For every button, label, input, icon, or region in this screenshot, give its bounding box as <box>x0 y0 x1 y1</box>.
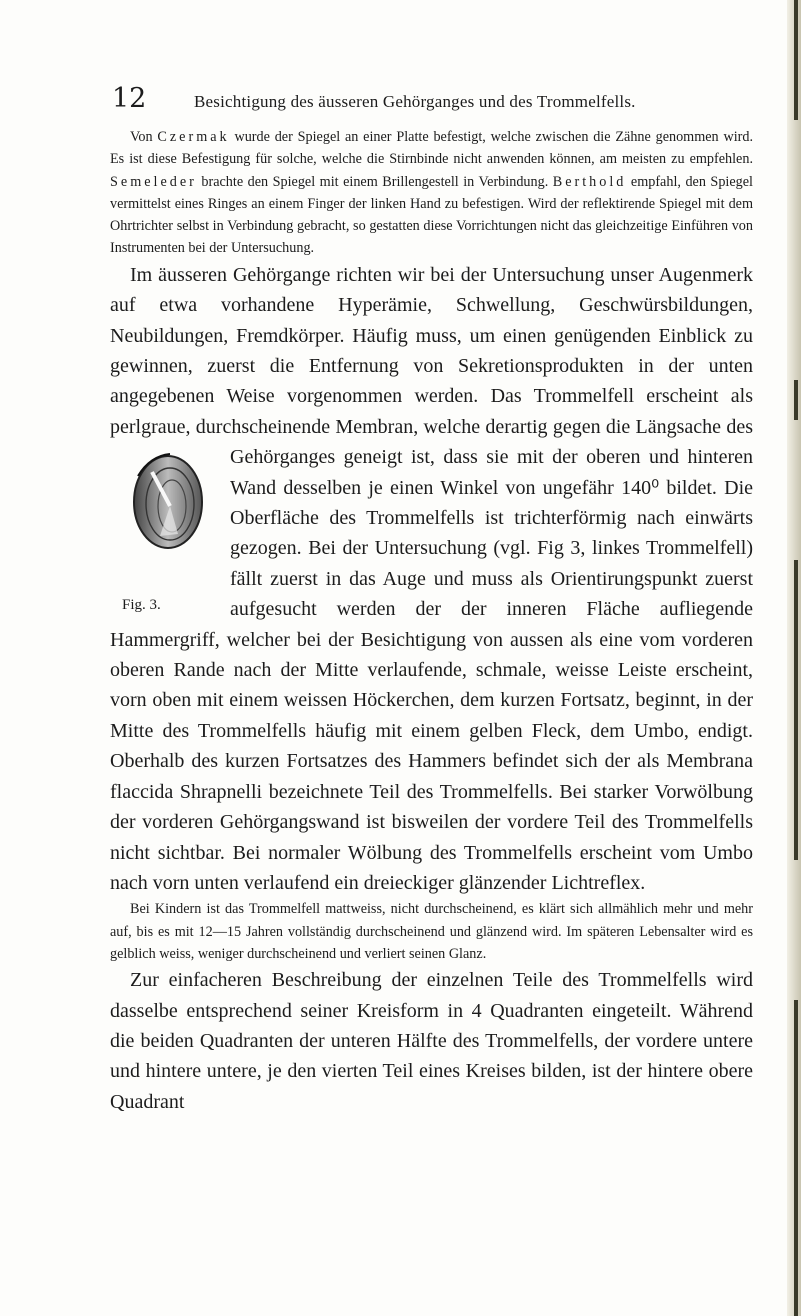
edge-shadow <box>794 1000 798 1316</box>
edge-shadow <box>794 560 798 860</box>
eardrum-illustration-icon <box>130 446 208 558</box>
paragraph-quadrants: Zur einfacheren Beschreibung der einzelnen Teile des Trommelfells wird dasselbe entsprechend seiner Kreisform in 4 Quadranten eingeteilt. Während die beiden Quadranten der unteren Hälfte des Trommelfells, der vordere untere und hintere untere, je den vierten Teil eines Kreises bilden, ist der hintere obere Quadrant <box>110 969 753 1113</box>
author-name-berthold: Berthold <box>552 173 627 190</box>
running-head <box>110 84 750 114</box>
edge-shadow <box>794 0 798 120</box>
note-children-eardrum: Bei Kindern ist das Trommelfell mattweiss, nicht durchscheinend, es klärt sich allmählich mehr und mehr auf, bis es mit 12—15 Jahren vollständig durchscheinend und glänzend wird. Im späteren Lebensalter wird es gelblich weiss, weniger durchscheinend und verliert seinen Glanz. <box>110 901 753 962</box>
text-run: empfahl, den Spiegel vermittelst eines Ringes an einem Finger der linken Hand zu befestigen. Wird der reflektirende Spiegel mit dem Ohrtrichter selbst in Verbindung gebracht, so gestatten diese Vorrichtungen nicht das gleichzeitige Einführen von Instrumenten bei der Untersuchung. <box>110 173 753 257</box>
edge-shadow <box>794 380 798 420</box>
author-name-semeleder: Semeleder <box>110 173 197 190</box>
figure-3 <box>102 446 224 614</box>
page-body <box>110 126 753 1117</box>
text-run: brachte den Spiegel mit einem Brillengestell in Verbindung. <box>196 173 553 190</box>
text-before-figure: Im äusseren Gehörgange richten wir bei der Untersuchung unser Augenmerk auf etwa vorhandene Hyperämie, Schwellung, Geschwürsbildungen, Neubildungen, Fremdkörper. Häufig muss, um einen genügenden Einblick zu gewinnen, zuerst die Entfernung von Sekretionsprodukten in der unten angegebenen Weise vorgenommen werden. Das Trommelfell erscheint als perlgraue, durchscheinende Membran, welche derartig gegen die Längsache des Gehörganges <box>110 263 753 469</box>
running-title: Besichtigung des äusseren Gehörganges und des Trommelfells. <box>194 92 636 111</box>
paragraph-ear-canal-examination <box>110 260 753 899</box>
figure-caption: Fig. 3. <box>122 597 161 614</box>
page-number: 12 <box>112 83 147 114</box>
paragraph-instrument-history <box>110 126 753 260</box>
text-run: Von <box>130 129 158 145</box>
author-name-czermak: Czermak <box>157 129 230 145</box>
text-after-figure: geneigt ist, dass sie mit der oberen und hinteren Wand desselben je einen Winkel von ungefähr 140⁰ bildet. Die Oberfläche des Trommelfells ist trichterförmig nach einwärts gezogen. Bei der Untersuchung (vgl. Fig 3, linkes Trommelfell) fällt zuerst in das Auge und muss als Orientirungspunkt zuerst aufgesucht werden der der inneren Fläche aufliegende Hammergriff, welcher bei der Besichtigung von aussen als eine vom vorderen oberen Rande nach der Mitte verlaufende, schmale, weisse Leiste erscheint, vorn oben mit einem weissen Höckerchen, dem kurzen Fortsatz, beginnt, in der Mitte des Trommelfells häufig mit einem gelben Fleck, dem Umbo, endigt. Oberhalb des kurzen Fortsatzes des Hammers befindet sich der als Membrana flaccida Shrapnelli bezeichnete Teil des Trommelfells. Bei starker Vorwölbung der vorderen Gehörgangswand ist bisweilen der vordere Teil des Trommelfells nicht sichtbar. Bei normaler Wölbung des Trommelfells erscheint vom Umbo nach vorn unten verlaufend ein dreieckiger glänzender Lichtreflex. <box>110 446 754 894</box>
page-edge <box>787 0 801 1316</box>
text-run: wurde der Spiegel an einer Platte befestigt, welche zwischen die Zähne genommen wird. Es ist diese Befestigung für solche, welche die Stirnbinde nicht anwenden können, am meisten zu empfehlen. <box>110 129 754 168</box>
